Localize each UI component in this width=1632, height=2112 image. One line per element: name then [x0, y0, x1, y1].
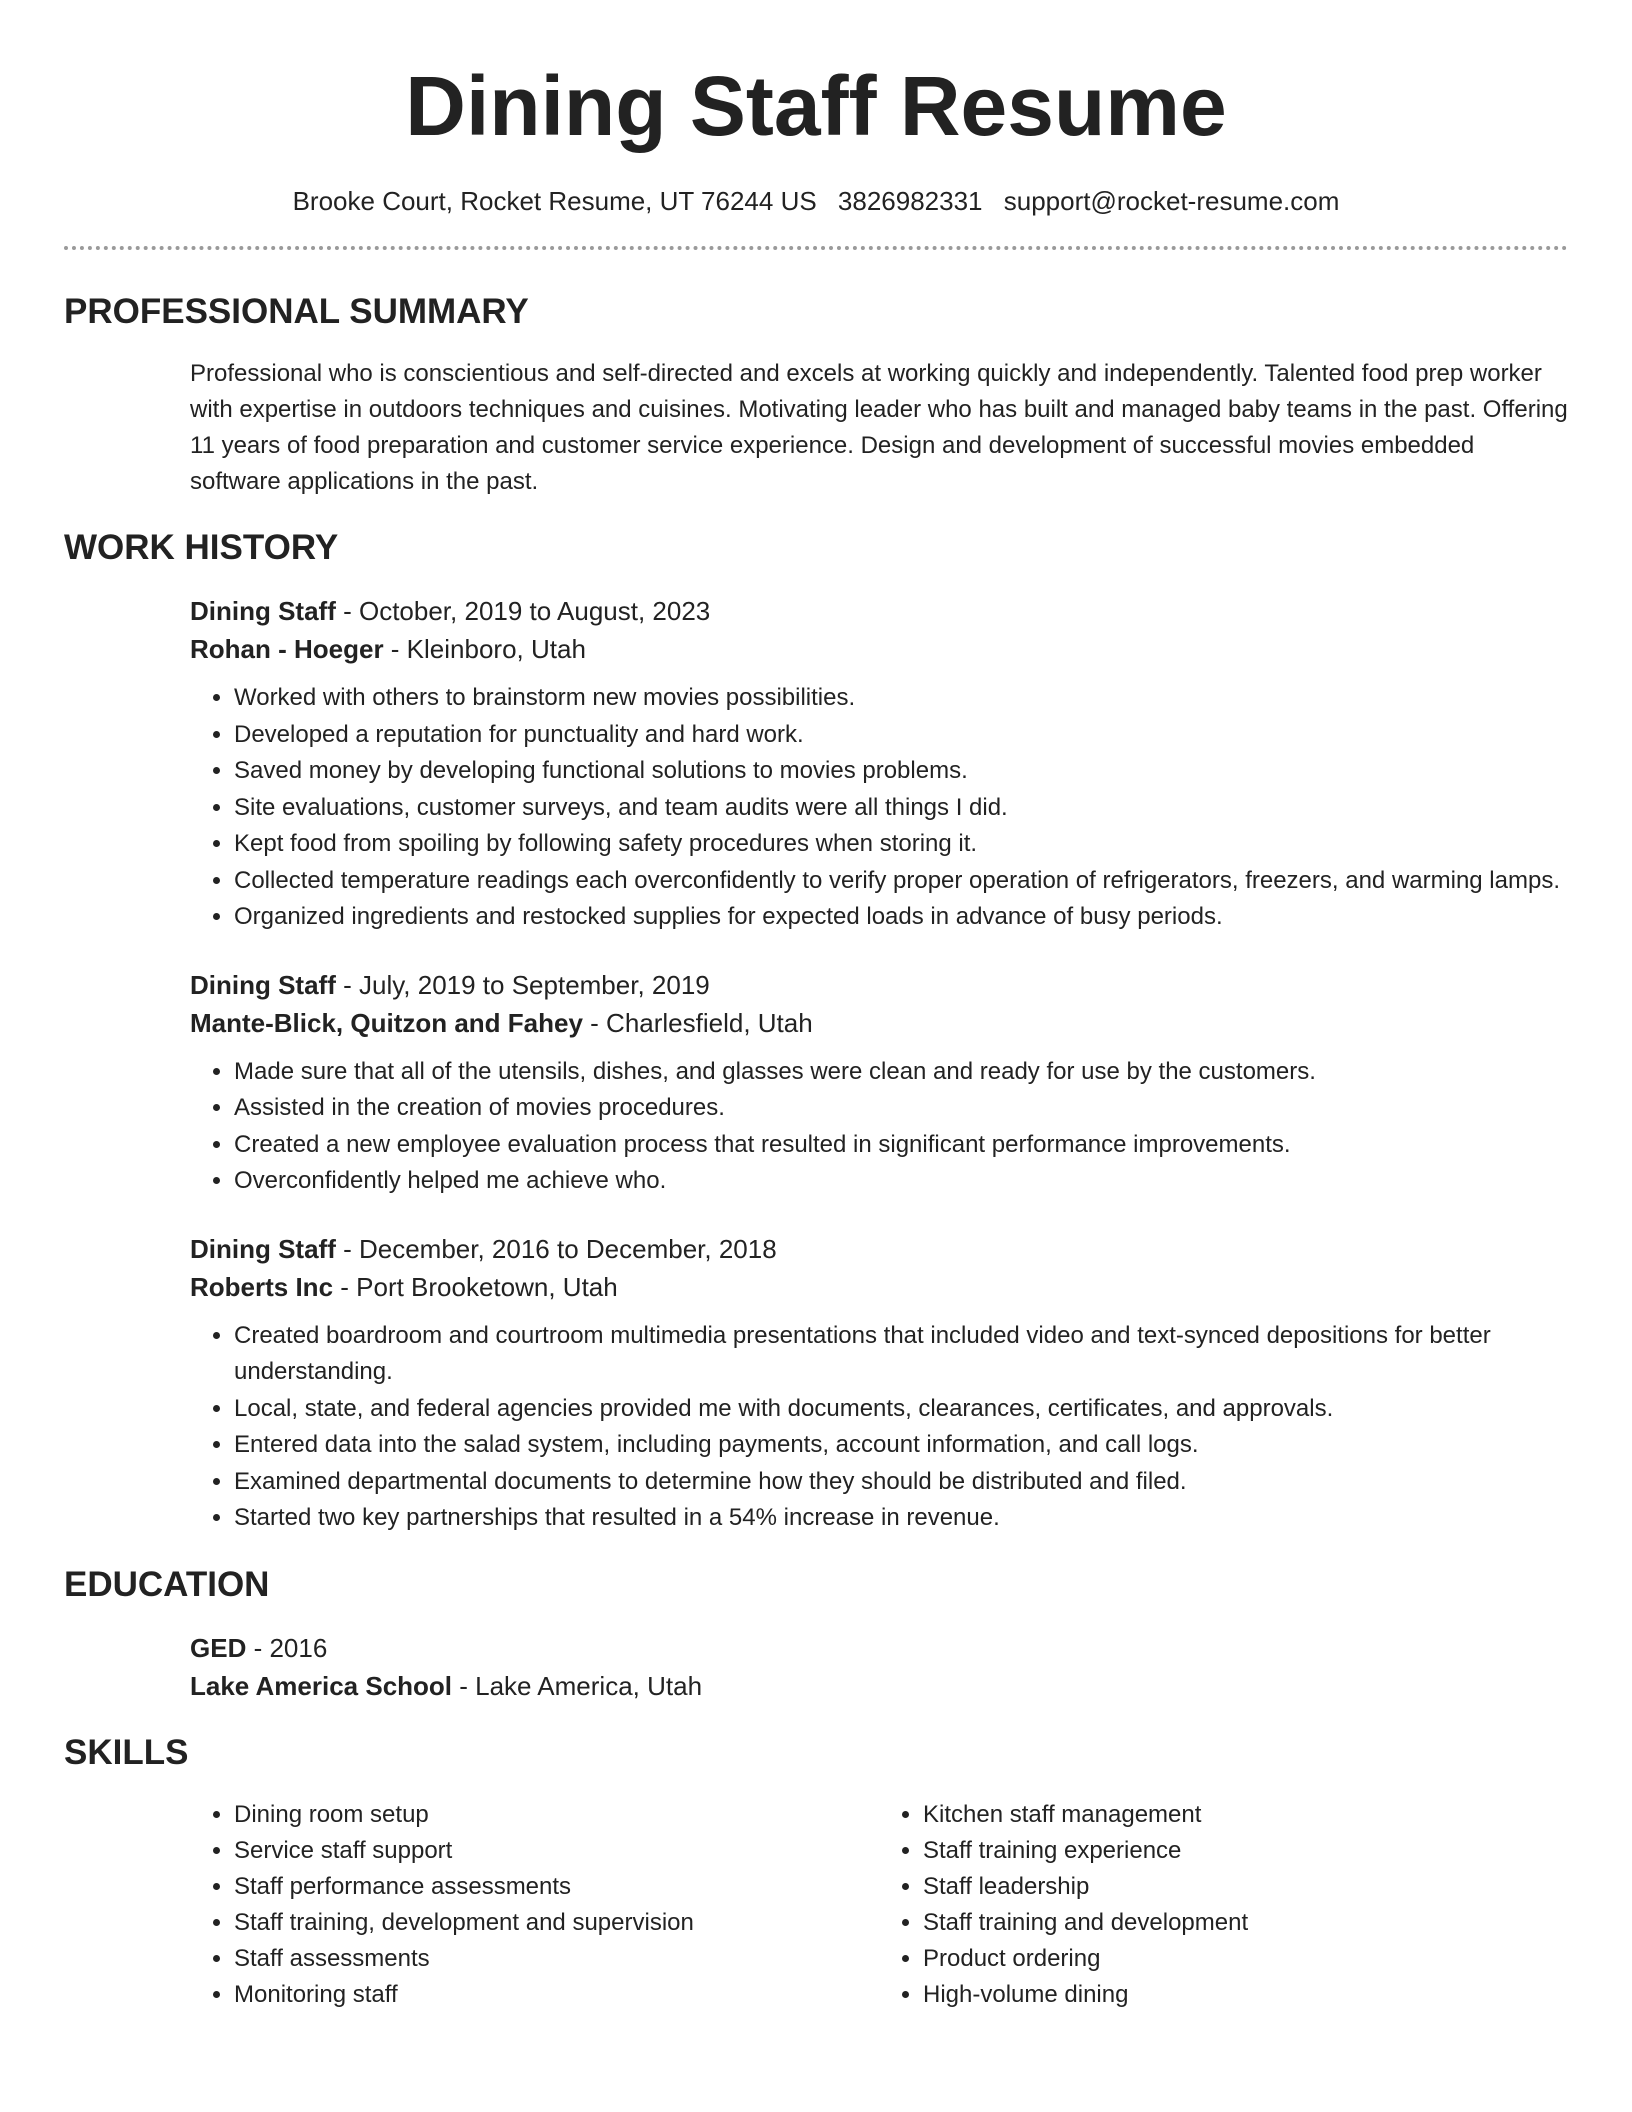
job-entry [190, 1230, 1568, 1537]
job-title-line [190, 1230, 1568, 1268]
education-heading: EDUCATION [64, 1564, 270, 1604]
list-item: • Entered data into the salad system, including payments, account information, and call logs. [234, 1427, 1568, 1464]
job-company: Mante-Blick, Quitzon and Fahey [190, 1007, 583, 1038]
list-item: • Created a new employee evaluation process that resulted in significant performance improvements. [234, 1127, 1568, 1164]
summary-section [64, 290, 1568, 500]
list-item: • Product ordering [923, 1941, 1568, 1977]
work-section [64, 526, 1568, 1537]
job-title-line [190, 592, 1568, 630]
job-dates: - October, 2019 to August, 2023 [335, 596, 711, 626]
list-item: • Site evaluations, customer surveys, and team audits were all things I did. [234, 790, 1568, 827]
job-company-line [190, 1004, 1568, 1042]
list-item: • Examined departmental documents to determine how they should be distributed and filed. [234, 1464, 1568, 1501]
list-item: • High-volume dining [923, 1977, 1568, 2013]
work-body [64, 592, 1568, 1537]
job-company-line [190, 1268, 1568, 1306]
page-title: Dining Staff Resume [405, 59, 1227, 153]
list-item: • Made sure that all of the utensils, dishes, and glasses were clean and ready for use by the customers. [234, 1054, 1568, 1091]
skills-body [64, 1797, 1568, 2013]
list-item: • Staff leadership [923, 1869, 1568, 1905]
list-item: • Kitchen staff management [923, 1797, 1568, 1833]
education-body [64, 1629, 1568, 1705]
job-location: - Port Brooketown, Utah [333, 1271, 618, 1302]
job-company: Roberts Inc [190, 1271, 334, 1302]
education-degree-line [190, 1629, 1568, 1667]
education-year: - 2016 [246, 1632, 328, 1663]
education-school: Lake America School [190, 1670, 453, 1701]
list-item: • Staff training experience [923, 1833, 1568, 1869]
job-entry [190, 592, 1568, 936]
job-title-line [190, 966, 1568, 1004]
list-item: • Staff training, development and supervision [234, 1905, 879, 1941]
list-item: • Collected temperature readings each overconfidently to verify proper operation of refrigerators, freezers, and warming lamps. [234, 863, 1568, 900]
summary-heading: PROFESSIONAL SUMMARY [64, 292, 529, 331]
work-heading: WORK HISTORY [64, 528, 339, 567]
job-bullets [190, 1318, 1568, 1537]
job-bullets [190, 680, 1568, 936]
list-item: • Worked with others to brainstorm new movies possibilities. [234, 680, 1568, 717]
list-item: • Overconfidently helped me achieve who. [234, 1163, 1568, 1200]
list-item: • Service staff support [234, 1833, 879, 1869]
education-location: - Lake America, Utah [452, 1670, 703, 1701]
skills-list-right [879, 1797, 1568, 2013]
education-section [64, 1563, 1568, 1705]
list-item: • Staff assessments [234, 1941, 879, 1977]
job-role: Dining Staff [190, 596, 336, 626]
list-item: • Local, state, and federal agencies provided me with documents, clearances, certificates, and approvals. [234, 1391, 1568, 1428]
list-item: • Staff performance assessments [234, 1869, 879, 1905]
skills-heading: SKILLS [64, 1732, 189, 1772]
list-item: • Organized ingredients and restocked supplies for expected loads in advance of busy periods. [234, 899, 1568, 936]
list-item: • Staff training and development [923, 1905, 1568, 1941]
skills-list-left [190, 1797, 879, 2013]
job-location: - Charlesfield, Utah [582, 1007, 813, 1038]
list-item: • Developed a reputation for punctuality and hard work. [234, 717, 1568, 754]
job-role: Dining Staff [190, 1233, 336, 1264]
education-school-line [190, 1667, 1568, 1705]
job-company-line [190, 630, 1568, 668]
list-item: • Saved money by developing functional solutions to movies problems. [234, 753, 1568, 790]
skills-section [64, 1731, 1568, 2013]
job-company: Rohan - Hoeger [190, 634, 384, 664]
header-divider [64, 246, 1568, 250]
job-role: Dining Staff [190, 969, 336, 1000]
contact-email: support@rocket-resume.com [1003, 186, 1340, 216]
job-bullets [190, 1054, 1568, 1200]
list-item: • Started two key partnerships that resulted in a 54% increase in revenue. [234, 1500, 1568, 1537]
summary-text: Professional who is conscientious and self-directed and excels at working quickly and independently. Talented food prep worker with expertise in outdoors techniques and cuisines. Motivating leader who has built and managed baby teams in the past. Offering 11 years of food preparation and customer service experience. Design and development of successful movies embedded software applications in the past. [190, 360, 1568, 495]
job-dates: - December, 2016 to December, 2018 [335, 1233, 777, 1264]
job-location: - Kleinboro, Utah [383, 634, 586, 664]
summary-body [64, 356, 1568, 500]
job-entry [190, 966, 1568, 1200]
education-degree: GED [190, 1632, 247, 1663]
contact-address: Brooke Court, Rocket Resume, UT 76244 US [292, 186, 817, 216]
list-item: • Kept food from spoiling by following safety procedures when storing it. [234, 826, 1568, 863]
list-item: • Monitoring staff [234, 1977, 879, 2013]
list-item: • Created boardroom and courtroom multimedia presentations that included video and text-synced depositions for better understanding. [234, 1318, 1568, 1391]
resume-header [64, 0, 1568, 250]
list-item: • Assisted in the creation of movies procedures. [234, 1090, 1568, 1127]
job-dates: - July, 2019 to September, 2019 [335, 969, 710, 1000]
contact-info [64, 184, 1568, 218]
list-item: • Dining room setup [234, 1797, 879, 1833]
contact-phone: 3826982331 [837, 186, 983, 216]
